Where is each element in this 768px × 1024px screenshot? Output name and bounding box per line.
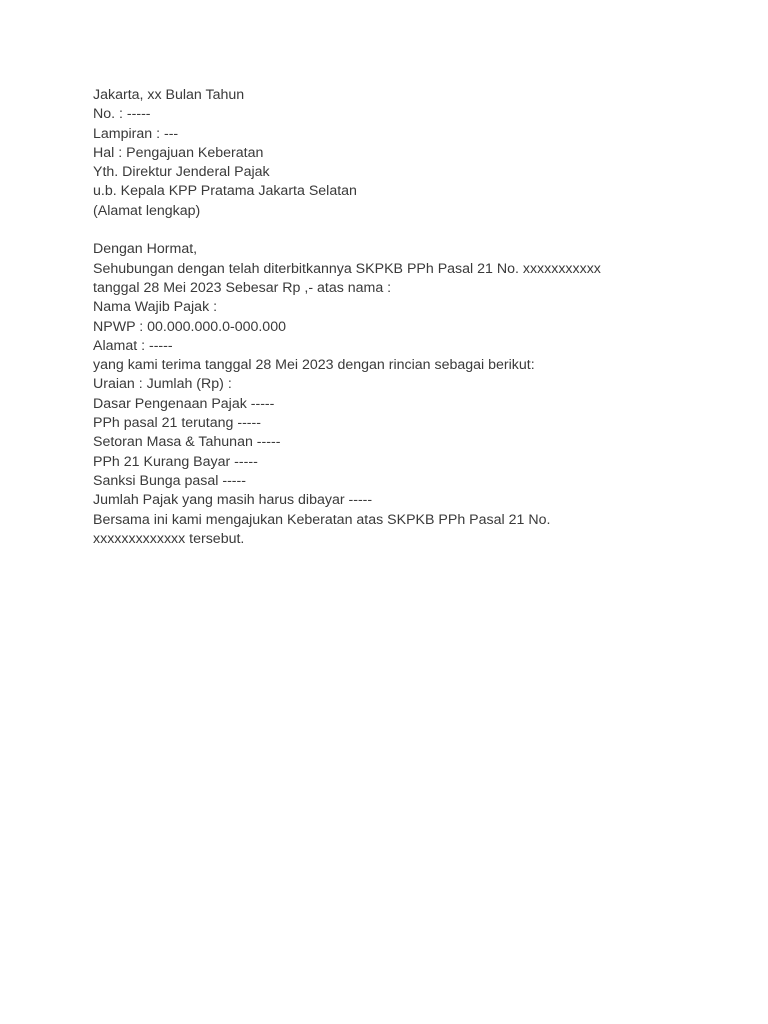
address: Alamat : ----- [93, 337, 173, 354]
letter-number: No. : ----- [93, 106, 151, 123]
taxpayer-name: Nama Wajib Pajak : [93, 299, 218, 316]
closing-line-2: xxxxxxxxxxxxx tersebut. [93, 530, 245, 547]
npwp: NPWP : 00.000.000.0-000.000 [93, 318, 286, 335]
recipient-line-1: Yth. Direktur Jenderal Pajak [93, 164, 270, 181]
place-date: Jakarta, xx Bulan Tahun [93, 87, 245, 103]
detail-item: Sanksi Bunga pasal ----- [93, 472, 246, 489]
detail-item: PPh 21 Kurang Bayar ----- [93, 453, 258, 470]
details-header: Uraian : Jumlah (Rp) : [93, 376, 232, 393]
intro-line-2: tanggal 28 Mei 2023 Sebesar Rp ,- atas nama : [93, 279, 392, 296]
detail-item: Dasar Pengenaan Pajak ----- [93, 395, 275, 412]
subject: Hal : Pengajuan Keberatan [93, 144, 264, 161]
detail-item: Setoran Masa & Tahunan ----- [93, 434, 281, 451]
detail-item: Jumlah Pajak yang masih harus dibayar ----- [93, 492, 373, 509]
paragraph-gap [93, 221, 733, 240]
received-line: yang kami terima tanggal 28 Mei 2023 dengan rincian sebagai berikut: [93, 357, 535, 374]
attachment: Lampiran : --- [93, 125, 179, 142]
letter-body [93, 86, 733, 549]
recipient-line-3: (Alamat lengkap) [93, 202, 201, 219]
intro-line-1: Sehubungan dengan telah diterbitkannya SKPKB PPh Pasal 21 No. xxxxxxxxxxx [93, 260, 601, 277]
recipient-line-2: u.b. Kepala KPP Pratama Jakarta Selatan [93, 183, 357, 200]
closing-line-1: Bersama ini kami mengajukan Keberatan atas SKPKB PPh Pasal 21 No. [93, 511, 551, 528]
detail-item: PPh pasal 21 terutang ----- [93, 415, 261, 432]
greeting: Dengan Hormat, [93, 241, 198, 258]
